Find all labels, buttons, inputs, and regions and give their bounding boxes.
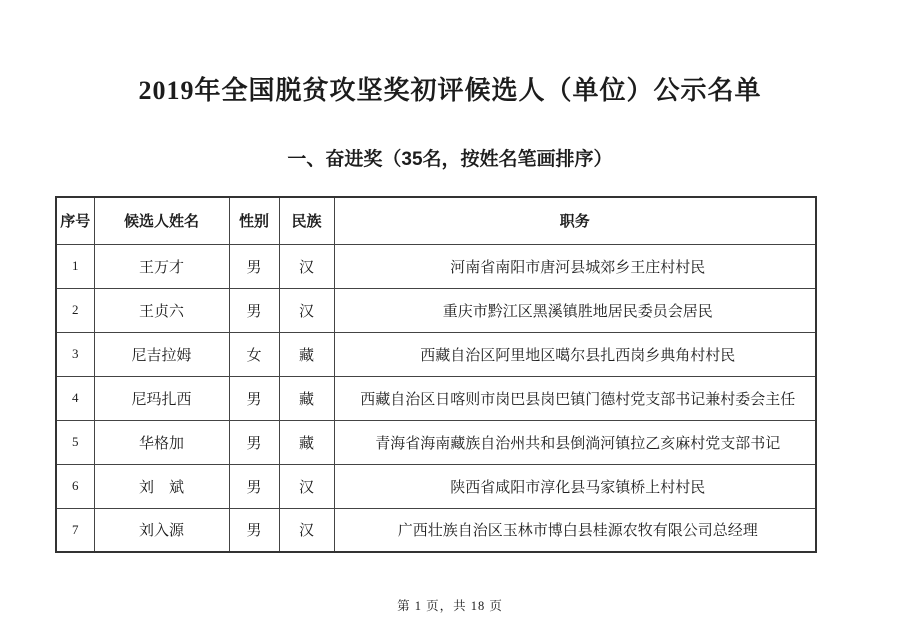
table-row [56,464,816,508]
cell-position: 重庆市黔江区黑溪镇胜地居民委员会居民 [334,288,816,332]
cell-ethnicity: 汉 [279,288,334,332]
table-header-row [56,197,816,244]
cell-no: 6 [56,464,94,508]
cell-ethnicity: 藏 [279,376,334,420]
cell-ethnicity: 藏 [279,332,334,376]
cell-name: 尼玛扎西 [94,376,229,420]
table-row [56,288,816,332]
cell-ethnicity: 汉 [279,508,334,552]
table-row [56,376,816,420]
cell-no: 4 [56,376,94,420]
cell-name: 王贞六 [94,288,229,332]
cell-no: 1 [56,244,94,288]
column-header-no: 序号 [56,197,94,244]
section-heading: 一、奋进奖（35名，按姓名笔画排序） [287,149,613,170]
cell-name: 王万才 [94,244,229,288]
cell-no: 5 [56,420,94,464]
cell-no: 7 [56,508,94,552]
cell-name: 刘入源 [94,508,229,552]
cell-name: 华格加 [94,420,229,464]
column-header-position: 职务 [334,197,816,244]
cell-gender: 女 [229,332,279,376]
cell-position: 广西壮族自治区玉林市博白县桂源农牧有限公司总经理 [334,508,816,552]
column-header-name: 候选人姓名 [94,197,229,244]
cell-gender: 男 [229,420,279,464]
cell-name: 尼吉拉姆 [94,332,229,376]
cell-position: 西藏自治区日喀则市岗巴县岗巴镇门德村党支部书记兼村委会主任 [334,376,816,420]
table-row [56,244,816,288]
document-title: 2019年全国脱贫攻坚奖初评候选人（单位）公示名单 [138,76,762,105]
cell-position: 西藏自治区阿里地区噶尔县扎西岗乡典角村村民 [334,332,816,376]
cell-position: 河南省南阳市唐河县城郊乡王庄村村民 [334,244,816,288]
table-row [56,420,816,464]
cell-gender: 男 [229,376,279,420]
column-header-gender: 性别 [229,197,279,244]
table-row [56,508,816,552]
cell-no: 2 [56,288,94,332]
cell-position: 青海省海南藏族自治州共和县倒淌河镇拉乙亥麻村党支部书记 [334,420,816,464]
cell-name: 刘 斌 [94,464,229,508]
page-number-footer: 第 1 页，共 18 页 [397,599,503,613]
column-header-ethnicity: 民族 [279,197,334,244]
cell-position: 陕西省咸阳市淳化县马家镇桥上村村民 [334,464,816,508]
table-row [56,332,816,376]
cell-ethnicity: 汉 [279,464,334,508]
cell-ethnicity: 藏 [279,420,334,464]
candidates-table [55,196,817,553]
cell-ethnicity: 汉 [279,244,334,288]
cell-gender: 男 [229,508,279,552]
cell-gender: 男 [229,464,279,508]
cell-gender: 男 [229,244,279,288]
cell-no: 3 [56,332,94,376]
cell-gender: 男 [229,288,279,332]
